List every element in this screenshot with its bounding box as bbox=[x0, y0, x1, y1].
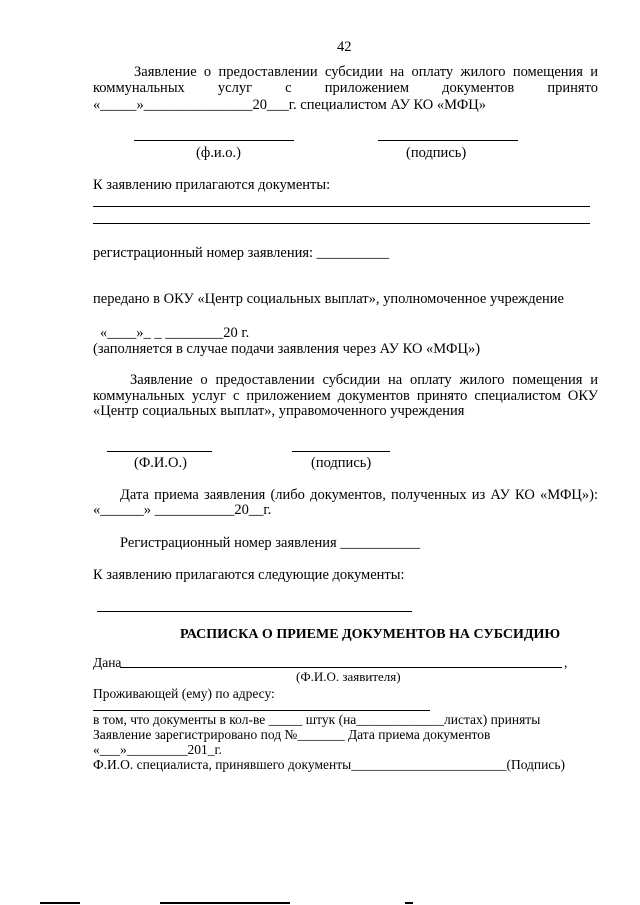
page-number: 42 bbox=[337, 39, 352, 55]
docs-accepted-line: в том, что документы в кол-ве _____ штук (на_____________листах) приняты bbox=[93, 712, 541, 727]
attached-docs-label: К заявлению прилагаются документы: bbox=[93, 177, 331, 193]
ocsv-para-line-3: «Центр социальных выплат», управомоченного учреждения bbox=[93, 403, 465, 419]
statement-line-2: коммунальных услуг с приложением документов принято bbox=[93, 80, 598, 96]
address-label: Проживающей (ему) по адресу: bbox=[93, 686, 275, 701]
signature-line-2 bbox=[292, 451, 390, 452]
given-label: Дана bbox=[93, 655, 122, 670]
receipt-date-line-1: Дата приема заявления (либо документов, полученных из АУ КО «МФЦ»): bbox=[120, 487, 598, 503]
attached-docs-blank-line bbox=[97, 611, 412, 612]
footer-mark-1 bbox=[40, 902, 80, 904]
transfer-note: (заполняется в случае подачи заявления через АУ КО «МФЦ») bbox=[93, 341, 481, 357]
docs-blank-line-2 bbox=[93, 223, 590, 224]
signature-line bbox=[378, 140, 518, 141]
specialist-line: Ф.И.О. специалиста, принявшего документы_______________________(Подпись) bbox=[93, 757, 566, 772]
signature-label-2: (подпись) bbox=[311, 455, 372, 471]
registered-line: Заявление зарегистрировано под №_______ Дата приема документов bbox=[93, 727, 491, 742]
docs-blank-line-1 bbox=[93, 206, 590, 207]
fio-signature-line-2 bbox=[107, 451, 212, 452]
statement-line-3: «_____»_______________20___г. специалистом АУ КО «МФЦ» bbox=[93, 97, 487, 113]
fio-signature-line bbox=[134, 140, 294, 141]
statement-line-1: Заявление о предоставлении субсидии на оплату жилого помещения и bbox=[134, 64, 598, 80]
fio-label: (ф.и.о.) bbox=[196, 145, 241, 161]
footer-mark-3 bbox=[405, 902, 413, 904]
attached-docs-label-2: К заявлению прилагаются следующие документы: bbox=[93, 567, 405, 583]
given-comma: , bbox=[564, 655, 568, 670]
receipt-title: РАСПИСКА О ПРИЕМЕ ДОКУМЕНТОВ НА СУБСИДИЮ bbox=[180, 627, 561, 642]
ocsv-para-line-2: коммунальных услуг с приложением документов принято специалистом ОКУ bbox=[93, 388, 598, 404]
reg-number-label: регистрационный номер заявления: __________ bbox=[93, 245, 390, 261]
receipt-date-line: «___»_________201_г. bbox=[93, 742, 222, 757]
applicant-fio-label: (Ф.И.О. заявителя) bbox=[296, 669, 401, 684]
given-blank-line bbox=[120, 667, 562, 668]
footer-mark-2 bbox=[160, 902, 290, 904]
transferred-line: передано в ОКУ «Центр социальных выплат», уполномоченное учреждение bbox=[93, 291, 564, 307]
ocsv-para-line-1: Заявление о предоставлении субсидии на оплату жилого помещения и bbox=[130, 372, 598, 388]
signature-label: (подпись) bbox=[406, 145, 467, 161]
transfer-date-line: «____»_ _ ________20 г. bbox=[100, 325, 250, 341]
address-blank-line bbox=[93, 710, 430, 711]
receipt-date-line-2: «______» ___________20__г. bbox=[93, 502, 272, 518]
fio-label-2: (Ф.И.О.) bbox=[134, 455, 187, 471]
reg-number-label-2: Регистрационный номер заявления ___________ bbox=[120, 535, 421, 551]
